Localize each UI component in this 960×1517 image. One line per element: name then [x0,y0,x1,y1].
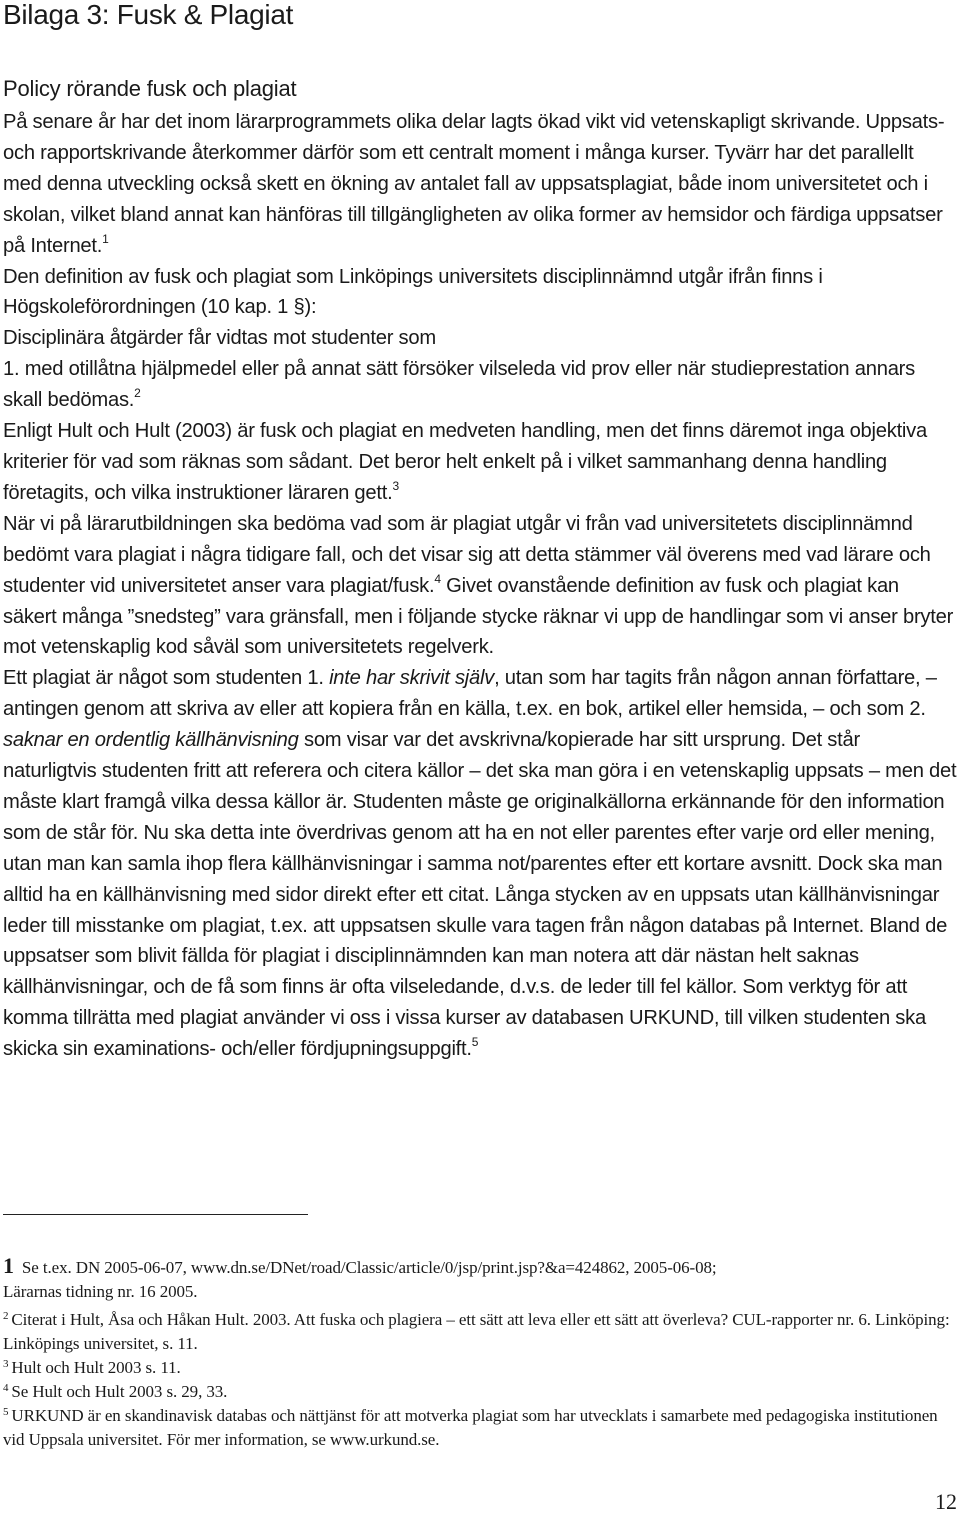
body-text [3,107,957,1065]
paragraph-assessment [3,509,957,664]
paragraph-plagiarism-text-b: , utan som har tagits från någon annan författare, – antingen genom att skriva av eller att kopiera från en källa, t.ex. en bok, artikel eller hemsida, – och som 2. [3,667,937,721]
paragraph-quote-lead: Disciplinära åtgärder får vidtas mot studenter som [3,327,436,350]
page-number: 12 [935,1489,957,1514]
footnote-2 [3,1308,957,1356]
footnote-2-text: Citerat i Hult, Åsa och Håkan Hult. 2003. Att fuska och plagiera – ett sätt att leva eller ett sätt att överleva? CUL-rapporter nr. 6. Linköping: Linköpings universitet, s. 11. [3,1310,950,1353]
footnote-1-number: 1 [3,1253,14,1278]
paragraph-intro [3,107,957,262]
footnote-4-number: 4 [3,1382,9,1394]
footnote-ref-2[interactable]: 2 [134,386,141,401]
section-heading: Policy rörande fusk och plagiat [3,76,297,101]
footnote-ref-4[interactable]: 4 [434,571,441,586]
footnote-2-number: 2 [3,1310,9,1322]
paragraph-plagiarism [3,663,957,1065]
page-title: Bilaga 3: Fusk & Plagiat [3,0,294,30]
paragraph-quote-item-text: 1. med otillåtna hjälpmedel eller på annat sätt försöker vilseleda vid prov eller när studieprestation annars skall bedömas. [3,358,915,412]
footnote-ref-1[interactable]: 1 [102,231,109,246]
footnotes [3,1254,957,1452]
paragraph-hult [3,416,957,509]
footnote-5 [3,1404,957,1452]
emphasis-not-self-written: inte har skrivit själv [329,667,495,690]
paragraph-intro-text: På senare år har det inom lärarprogrammets olika delar lagts ökad vikt vid vetenskapligt skrivande. Uppsats- och rapportskrivande återkommer därför som ett centralt moment i många kurser. Tyvärr har det parallellt med denna utveckling också skett en ökning av antalet fall av uppsatsplagiat, både inom universitetet och i skolan, vilket bland annat kan hänföras till tillgängligheten av olika former av hemsidor och färdiga uppsatser på Internet. [3,111,945,257]
footnote-1-text-cont: Lärarnas tidning nr. 16 2005. [3,1282,198,1301]
footnote-ref-3[interactable]: 3 [392,478,399,493]
footnote-3-text: Hult och Hult 2003 s. 11. [11,1358,181,1377]
footnote-3-number: 3 [3,1358,9,1370]
footnote-ref-5[interactable]: 5 [471,1035,479,1050]
footnote-3 [3,1356,957,1380]
footnote-5-text: URKUND är en skandinavisk databas och nättjänst för att motverka plagiat som har utvecklats i samarbete med pedagogiska institutionen vid Uppsala universitet. För mer information, se www.urkund.se. [3,1406,938,1449]
footnote-4 [3,1380,957,1404]
emphasis-missing-citation: saknar en ordentlig källhänvisning [3,729,299,752]
paragraph-plagiarism-text-c: som visar var det avskrivna/kopierade har sitt ursprung. Det står naturligtvis studenten fritt att referera och citera källor – det ska man göra i en vetenskaplig uppsats – men det måste klart framgå vilka dessa källor är. Studenten måste ge originalkällorna erkännande för den information som de står för. Nu ska detta inte överdrivas genom att ha en not eller parentes efter varje ord eller mening, utan man kan samla ihop flera källhänvisningar i samma not/parentes efter ett kortare avsnitt. Dock ska man alltid ha en källhänvisning med sidor direkt efter ett citat. Långa stycken av en uppsats utan källhänvisningar leder till misstanke om plagiat, t.ex. att uppsatsen skulle vara tagen från någon databas på Internet. Bland de uppsatser som blivit fällda för plagiat i disciplinnämnden kan man notera att där nästan helt saknas källhänvisningar, och de få som finns är ofta vilseledande, d.v.s. de leder till fel källor. Som verktyg för att komma tillrätta med plagiat använder vi oss i vissa kurser av databasen URKUND, till vilken studenten ska skicka sin examinations- och/eller fördjupningsuppgift. [3,729,957,1061]
paragraph-quote-item [3,354,957,416]
paragraph-hult-text: Enligt Hult och Hult (2003) är fusk och plagiat en medveten handling, men det finns däremot inga objektiva kriterier för vad som räknas som sådant. Det beror helt enkelt på i vilket sammanhang denna handling företagits, och vilka instruktioner läraren gett. [3,420,927,504]
paragraph-assessment-text-a: När vi på lärarutbildningen ska bedöma vad som är plagiat utgår vi från vad universitetets disciplinnämnd bedömt vara plagiat i några tidigare fall, och det visar sig att detta stämmer väl överens med vad lärare och studenter vid universitetet anser vara plagiat/fusk. [3,512,931,597]
footnote-4-text: Se Hult och Hult 2003 s. 29, 33. [11,1382,228,1401]
footnote-1-text: Se t.ex. DN 2005-06-07, www.dn.se/DNet/road/Classic/article/0/jsp/print.jsp?&a=424862, 2005-06-08; [21,1258,717,1277]
paragraph-assessment-text-b: Givet ovanstående definition av fusk och plagiat kan säkert många ”snedsteg” vara gränsfall, men i följande stycke räknar vi upp de handlingar som vi anser bryter mot vetenskaplig kod såväl som universitetets regelverk. [3,574,954,659]
footnote-separator [3,1214,308,1215]
footnote-1 [3,1254,957,1304]
paragraph-definition: Den definition av fusk och plagiat som Linköpings universitets disciplinnämnd utgår ifrån finns i Högskoleförordningen (10 kap. 1 §): [3,265,823,319]
footnote-5-number: 5 [3,1406,9,1418]
paragraph-plagiarism-text-a: Ett plagiat är något som studenten 1. [3,667,330,690]
